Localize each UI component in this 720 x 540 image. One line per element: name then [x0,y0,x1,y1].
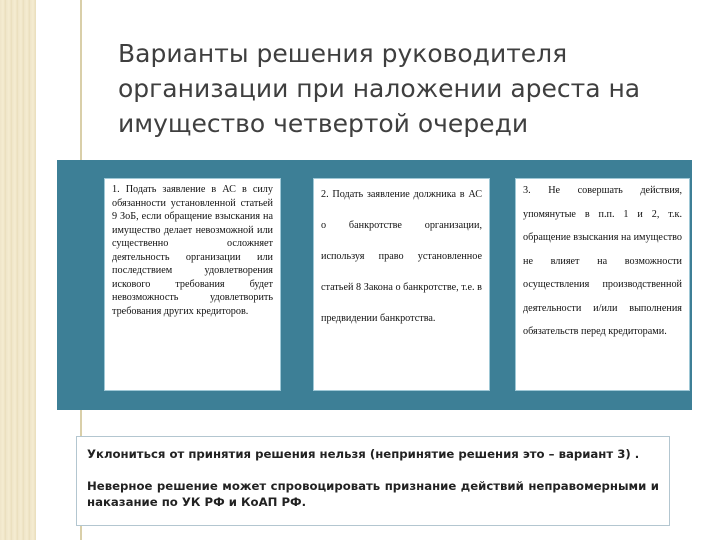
options-panel [57,160,692,410]
option-card-2: 2. Подать заявление должника в АС о банкротстве организации, используя право установленное статьей 8 Закона о банкротстве, т.е. в предвидении банкротства. [313,178,490,391]
option-card-3: 3. Не совершать действия, упомянутые в п.п. 1 и 2, т.к. обращение взыскания на имущество не влияет на возможности осуществления производственной деятельности и/или выполнения обязательств перед кредиторами. [515,178,690,391]
option-card-1: 1. Подать заявление в АС в силу обязанности установленной статьей 9 ЗоБ, если обращение взыскания на имущество делает невозможной или существенно осложняет деятельность организации или последствием удовлетворения искового требования будет невозможность удовлетворить требования других кредиторов. [104,178,281,391]
notes-box [76,436,670,526]
note-line-2: Неверное решение может спровоцировать признание действий неправомерными и наказание по УК РФ и КоАП РФ. [87,479,659,509]
note-line-1: Уклониться от принятия решения нельзя (непринятие решения это – вариант 3) . [87,447,640,461]
slide-title: Варианты решения руководителя организации при наложении ареста на имущество четвертой очереди [118,39,641,138]
sidebar-decoration [0,0,36,540]
